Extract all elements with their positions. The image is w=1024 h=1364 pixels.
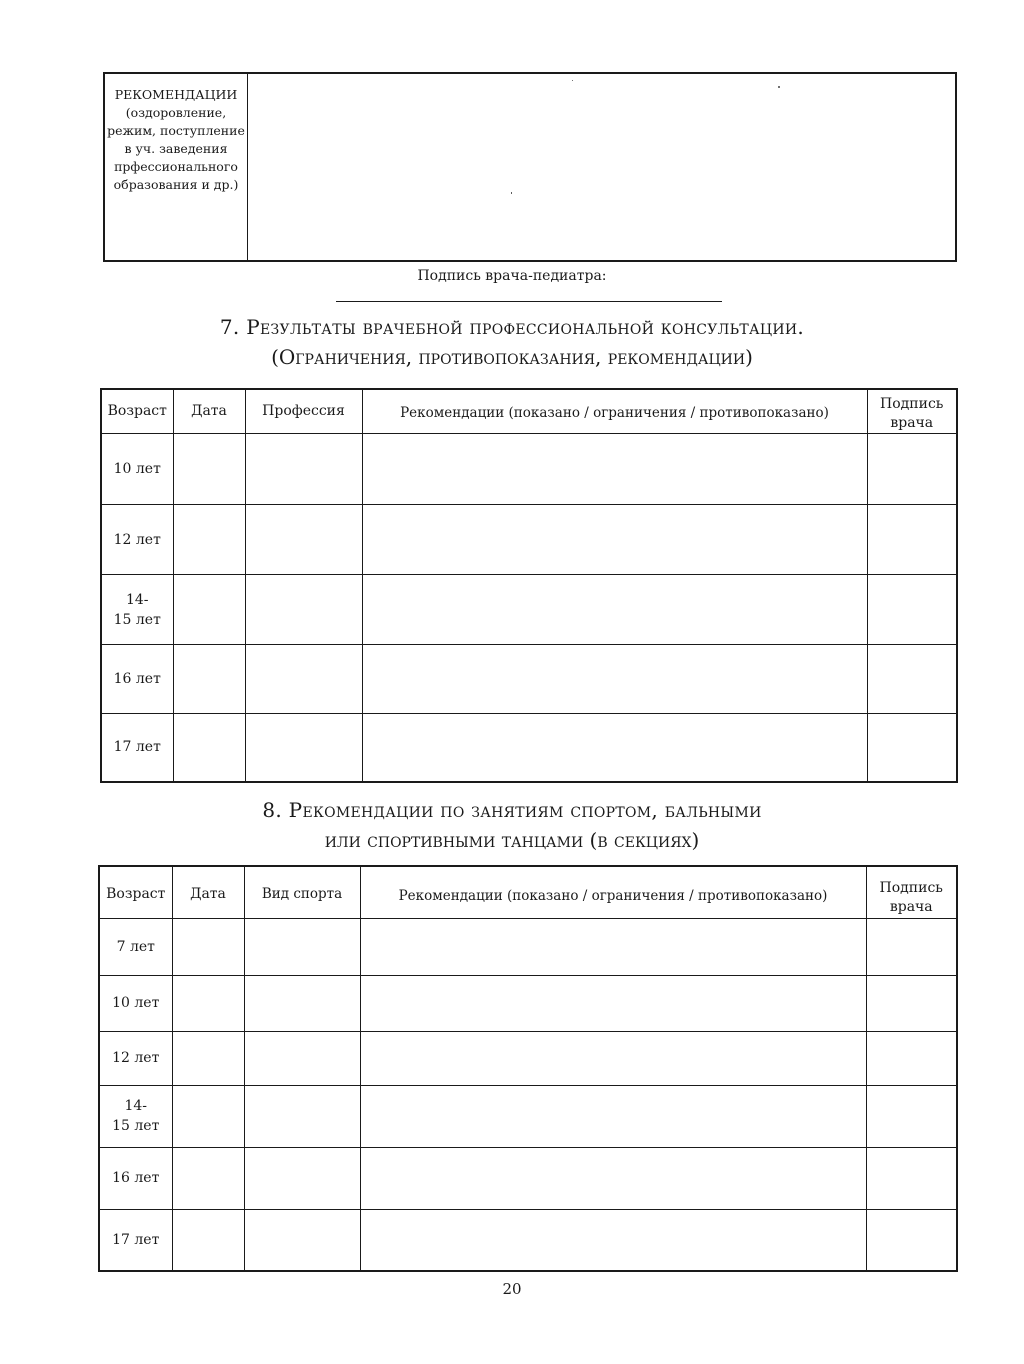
recommendations-label-line: в уч. заведения xyxy=(124,141,228,156)
age-label: 10 лет xyxy=(113,461,161,477)
age-cell xyxy=(101,505,173,575)
sport-cell[interactable] xyxy=(244,1085,360,1147)
date-cell[interactable] xyxy=(172,1031,244,1085)
signature-cell[interactable] xyxy=(867,575,957,645)
col-signature-header xyxy=(867,389,957,434)
date-cell[interactable] xyxy=(173,434,245,505)
signature-cell[interactable] xyxy=(866,1209,957,1271)
age-label: 7 лет xyxy=(116,938,155,955)
age-label-cont: 15 лет xyxy=(113,611,161,628)
table-row xyxy=(99,1031,957,1085)
recommendations-cell[interactable] xyxy=(360,975,866,1031)
date-cell[interactable] xyxy=(173,505,245,575)
age-cell xyxy=(99,1209,172,1271)
sport-cell[interactable] xyxy=(244,918,360,975)
date-cell[interactable] xyxy=(172,1085,244,1147)
pediatrician-signature-label: Подпись врача-педиатра: xyxy=(417,268,607,284)
sport-cell[interactable] xyxy=(244,1209,360,1271)
date-cell[interactable] xyxy=(173,714,245,782)
signature-cell[interactable] xyxy=(866,1147,957,1209)
profession-cell[interactable] xyxy=(245,434,362,505)
recommendations-field[interactable] xyxy=(248,73,957,261)
age-label: 14- xyxy=(124,1098,148,1114)
col-sport-header: Вид спорта xyxy=(244,866,360,918)
recommendations-cell[interactable] xyxy=(362,645,867,714)
col-recommendations-header: Рекомендации (показано / ограничения / противопоказано) xyxy=(360,866,866,918)
col-age-header: Возраст xyxy=(101,389,173,434)
signature-header-line: Подпись xyxy=(880,396,944,412)
recommendations-label-line: РЕКОМЕНДАЦИИ xyxy=(114,87,238,102)
scan-speck xyxy=(572,80,573,81)
recommendations-cell[interactable] xyxy=(362,505,867,575)
date-cell[interactable] xyxy=(172,1209,244,1271)
recommendations-cell[interactable] xyxy=(360,1147,866,1209)
age-cell xyxy=(101,434,173,505)
page-number: 20 xyxy=(502,1280,522,1298)
table-header-row xyxy=(99,866,957,918)
table-row xyxy=(99,1147,957,1209)
age-label: 10 лет xyxy=(112,995,160,1011)
section7-subtitle: (Ограничения, противопоказания, рекомендации) xyxy=(271,345,753,369)
section8-title: 8. Рекомендации по занятиям спортом, бальными xyxy=(262,798,762,822)
profession-cell[interactable] xyxy=(245,645,362,714)
table-row xyxy=(101,434,957,505)
recommendations-label-line: образования и др.) xyxy=(113,177,239,192)
table-row xyxy=(101,714,957,782)
col-date-header: Дата xyxy=(172,866,244,918)
sport-cell[interactable] xyxy=(244,975,360,1031)
col-date-header: Дата xyxy=(173,389,245,434)
age-label: 17 лет xyxy=(112,1231,160,1248)
date-cell[interactable] xyxy=(173,575,245,645)
table-row xyxy=(99,1209,957,1271)
age-cell xyxy=(99,975,172,1031)
recommendations-cell[interactable] xyxy=(362,714,867,782)
sport-cell[interactable] xyxy=(244,1031,360,1085)
table-header-row xyxy=(101,389,957,434)
age-label: 16 лет xyxy=(113,671,161,687)
sport-cell[interactable] xyxy=(244,1147,360,1209)
age-cell xyxy=(101,645,173,714)
table-row xyxy=(101,645,957,714)
age-cell xyxy=(101,575,173,645)
profession-cell[interactable] xyxy=(245,714,362,782)
age-label: 14- xyxy=(125,591,149,608)
signature-cell[interactable] xyxy=(866,918,957,975)
section8-table xyxy=(98,865,958,1272)
recommendations-label-line: режим, поступление xyxy=(107,123,245,138)
recommendations-cell[interactable] xyxy=(360,1209,866,1271)
signature-cell[interactable] xyxy=(867,505,957,575)
col-signature-header xyxy=(866,866,957,918)
recommendations-cell[interactable] xyxy=(362,434,867,505)
signature-cell[interactable] xyxy=(866,1085,957,1147)
recommendations-box xyxy=(103,72,957,262)
section7-table xyxy=(100,388,958,783)
date-cell[interactable] xyxy=(172,918,244,975)
scan-speck xyxy=(511,192,512,194)
signature-cell[interactable] xyxy=(866,1031,957,1085)
scan-speck xyxy=(778,86,780,88)
signature-header-line: врача xyxy=(889,899,933,915)
section8-subtitle: или спортивными танцами (в секциях) xyxy=(324,828,700,852)
age-cell xyxy=(99,1031,172,1085)
signature-cell[interactable] xyxy=(867,434,957,505)
table-row xyxy=(99,1085,957,1147)
age-label: 12 лет xyxy=(112,1050,160,1066)
table-row xyxy=(101,505,957,575)
profession-cell[interactable] xyxy=(245,505,362,575)
age-label: 12 лет xyxy=(113,531,161,548)
date-cell[interactable] xyxy=(173,645,245,714)
age-cell xyxy=(99,918,172,975)
table-row xyxy=(99,975,957,1031)
age-label-cont: 15 лет xyxy=(112,1118,160,1134)
age-cell xyxy=(99,1147,172,1209)
recommendations-label-line: (оздоровление, xyxy=(125,105,227,120)
profession-cell[interactable] xyxy=(245,575,362,645)
date-cell[interactable] xyxy=(172,975,244,1031)
age-cell xyxy=(99,1085,172,1147)
recommendations-label-line: прфессионального xyxy=(114,159,238,174)
recommendations-cell[interactable] xyxy=(360,1085,866,1147)
signature-cell[interactable] xyxy=(867,645,957,714)
section7-title: 7. Результаты врачебной профессиональной консультации. xyxy=(219,315,805,339)
signature-header-line: Подпись xyxy=(879,880,943,896)
recommendations-cell[interactable] xyxy=(360,918,866,975)
col-age-header: Возраст xyxy=(99,866,172,918)
signature-cell[interactable] xyxy=(866,975,957,1031)
pediatrician-signature-line[interactable] xyxy=(336,301,722,302)
table-row xyxy=(99,918,957,975)
table-row xyxy=(101,575,957,645)
col-recommendations-header: Рекомендации (показано / ограничения / противопоказано) xyxy=(362,389,867,434)
signature-header-line: врача xyxy=(890,415,934,431)
col-profession-header: Профессия xyxy=(245,389,362,434)
date-cell[interactable] xyxy=(172,1147,244,1209)
signature-cell[interactable] xyxy=(867,714,957,782)
recommendations-cell[interactable] xyxy=(362,575,867,645)
recommendations-cell[interactable] xyxy=(360,1031,866,1085)
age-cell xyxy=(101,714,173,782)
age-label: 17 лет xyxy=(113,739,161,756)
recommendations-label xyxy=(104,73,248,261)
age-label: 16 лет xyxy=(112,1170,160,1186)
